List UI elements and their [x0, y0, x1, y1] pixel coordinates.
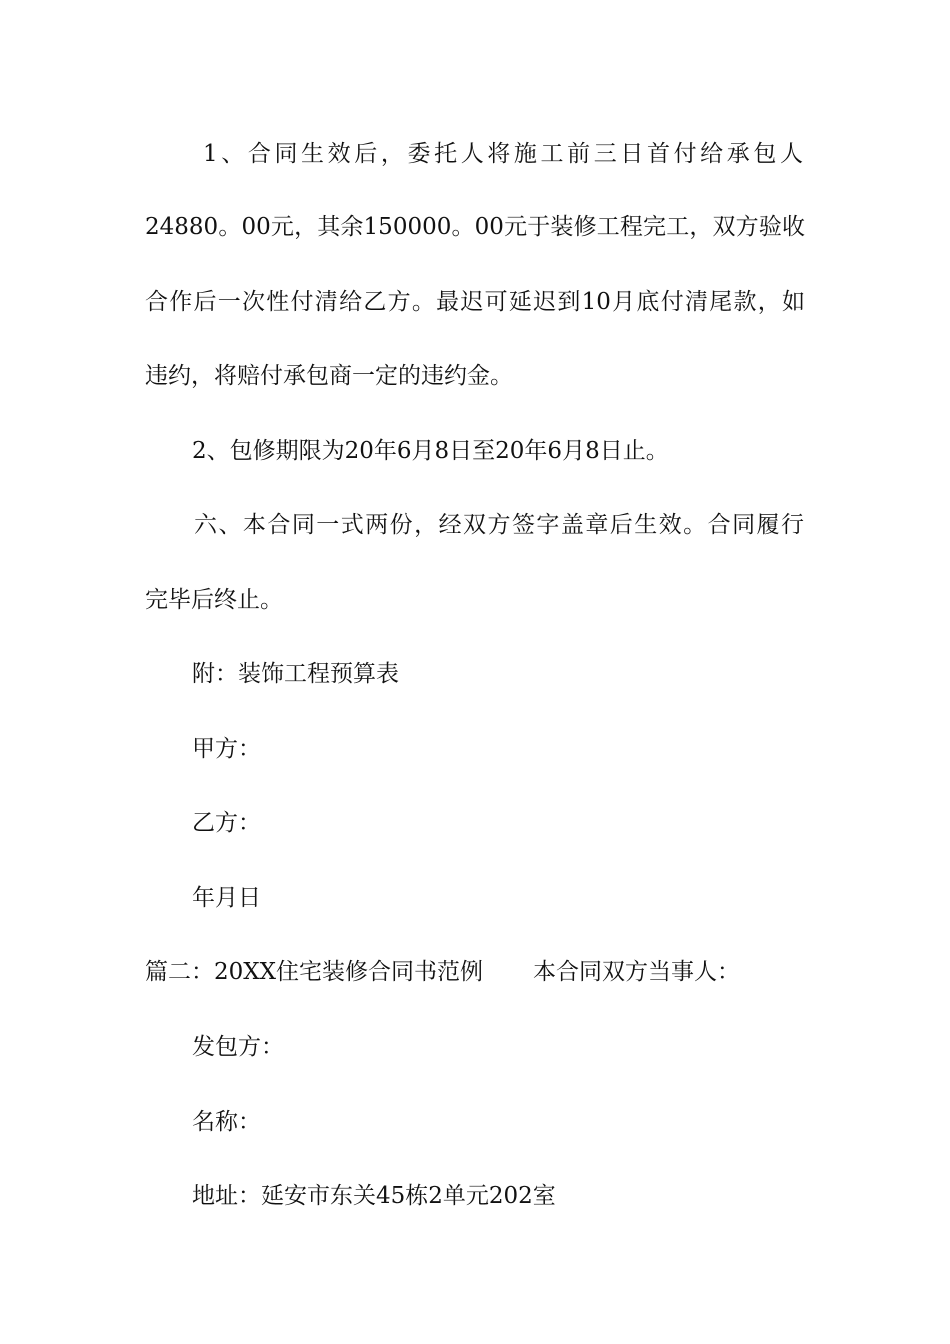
date-line: 年月日 — [192, 885, 261, 911]
address-line: 地址：延安市东关45栋2单元202室 — [192, 1183, 556, 1209]
attachment-line: 附：装饰工程预算表 — [192, 661, 399, 687]
paragraph-line: 六、本合同一式两份，经双方签字盖章后生效。合同履行 — [194, 512, 804, 538]
paragraph-line: 2、包修期限为20年6月8日至20年6月8日止。 — [192, 438, 669, 464]
paragraph-line: 合作后一次性付清给乙方。最迟可延迟到10月底付清尾款，如 — [145, 289, 805, 315]
employer-line: 发包方： — [192, 1034, 284, 1060]
name-line: 名称： — [192, 1109, 261, 1135]
paragraph-line: 违约，将赔付承包商一定的违约金。 — [145, 363, 513, 389]
paragraph-line: 1、合同生效后，委托人将施工前三日首付给承包人 — [203, 141, 803, 167]
paragraph-line: 完毕后终止。 — [145, 587, 283, 613]
section-subtitle: 本合同双方当事人： — [533, 959, 740, 985]
section-title: 篇二：20XX住宅装修合同书范例 — [145, 959, 484, 985]
party-b-line: 乙方： — [192, 810, 261, 836]
party-a-line: 甲方： — [192, 736, 261, 762]
paragraph-line: 24880。00元，其余150000。00元于装修工程完工，双方验收 — [145, 214, 805, 240]
